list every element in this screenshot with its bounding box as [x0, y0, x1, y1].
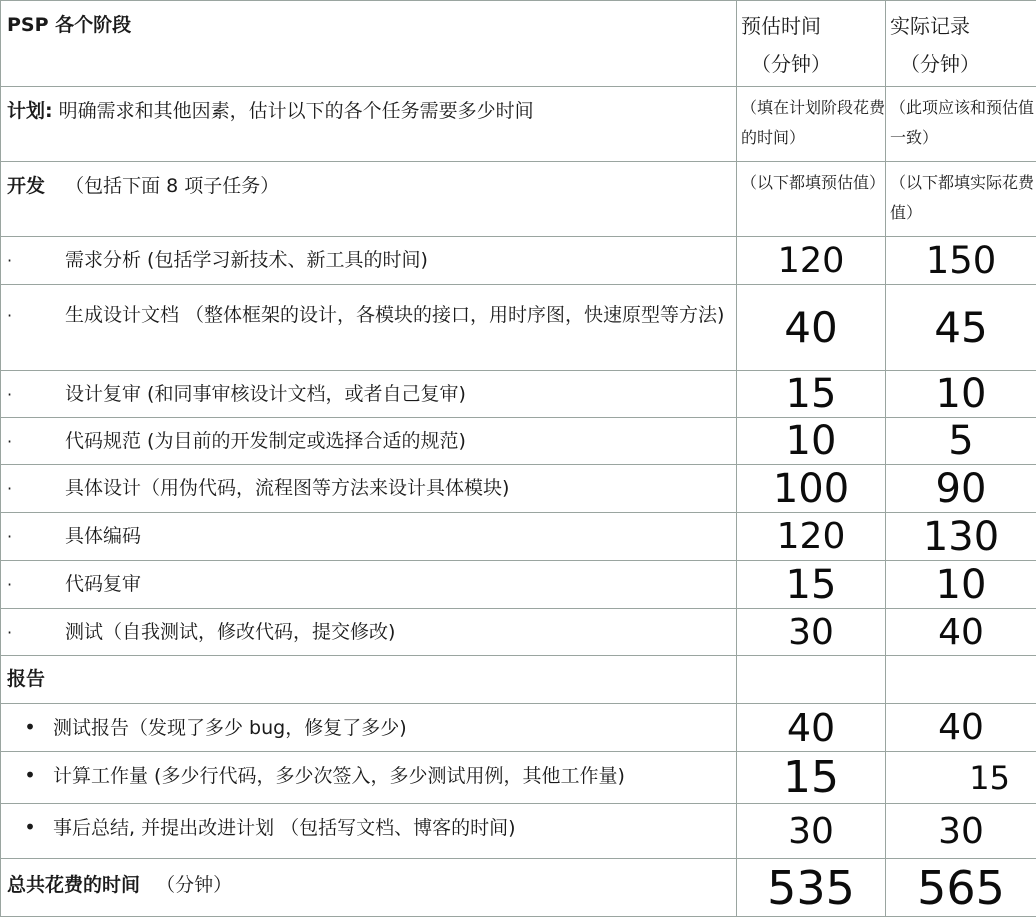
estimate-header-cell — [737, 1, 886, 87]
actual-cell — [886, 704, 1036, 752]
total-label: 总共花费的时间 — [7, 874, 140, 896]
empty-cell — [886, 656, 1036, 704]
actual-value: 45 — [886, 303, 1036, 352]
estimate-value: 100 — [737, 466, 885, 512]
estimate-cell — [737, 465, 886, 513]
table-row — [1, 752, 1036, 804]
plan-desc: 明确需求和其他因素，估计以下的各个任务需要多少时间 — [59, 100, 534, 122]
estimate-value: 30 — [737, 811, 885, 852]
total-cell — [1, 859, 737, 917]
dev-desc: （包括下面 8 项子任务） — [51, 175, 279, 197]
report-item-name: 事后总结, 并提出改进计划 （包括写文档、博客的时间) — [53, 817, 516, 839]
estimate-cell — [737, 237, 886, 285]
report-item-cell: • 计算工作量 (多少行代码，多少次签入，多少测试用例，其他工作量) — [1, 752, 737, 804]
estimate-value: 40 — [737, 706, 885, 750]
actual-value: 90 — [886, 466, 1036, 512]
actual-cell — [886, 371, 1036, 418]
task-name: 具体编码 — [65, 525, 141, 547]
actual-cell — [886, 804, 1036, 859]
estimate-value: 15 — [737, 371, 885, 417]
actual-value: 10 — [886, 371, 1036, 417]
table-row — [1, 704, 1036, 752]
estimate-cell — [737, 804, 886, 859]
task-cell: · 设计复审 (和同事审核设计文档，或者自己复审) — [1, 371, 737, 418]
estimate-cell — [737, 513, 886, 561]
actual-value: 130 — [886, 514, 1036, 560]
estimate-value: 120 — [737, 241, 885, 281]
actual-header: 实际记录 — [890, 7, 1036, 45]
task-name: 具体设计（用伪代码，流程图等方法来设计具体模块) — [65, 477, 509, 499]
estimate-cell — [737, 752, 886, 804]
actual-cell — [886, 513, 1036, 561]
actual-value: 5 — [886, 418, 1036, 464]
estimate-value: 40 — [737, 303, 885, 352]
estimate-value: 10 — [737, 418, 885, 464]
estimate-value: 15 — [737, 562, 885, 608]
plan-row — [1, 87, 1036, 162]
dev-actual-note-cell — [886, 162, 1036, 237]
dev-label: 开发 — [7, 175, 45, 197]
dev-estimate-note: （以下都填预估值） — [737, 162, 885, 198]
dev-estimate-note-cell — [737, 162, 886, 237]
total-estimate-cell — [737, 859, 886, 917]
task-cell: · 代码复审 — [1, 561, 737, 609]
task-name: 测试（自我测试，修改代码，提交修改) — [65, 621, 395, 643]
actual-cell — [886, 752, 1036, 804]
report-row — [1, 656, 1036, 704]
total-actual-cell — [886, 859, 1036, 917]
estimate-cell — [737, 285, 886, 371]
total-estimate-value: 535 — [737, 861, 885, 915]
plan-estimate-note: （填在计划阶段花费的时间） — [737, 87, 885, 153]
actual-value: 40 — [886, 707, 1036, 748]
task-name: 生成设计文档 （整体框架的设计，各模块的接口，用时序图，快速原型等方法) — [65, 304, 724, 326]
table-row — [1, 609, 1036, 656]
report-item-cell: • 事后总结, 并提出改进计划 （包括写文档、博客的时间) — [1, 804, 737, 859]
actual-value: 30 — [886, 811, 1036, 852]
actual-value: 150 — [886, 239, 1036, 282]
table-row — [1, 804, 1036, 859]
actual-cell — [886, 237, 1036, 285]
total-row — [1, 859, 1036, 917]
total-actual-value: 565 — [886, 861, 1036, 915]
estimate-cell — [737, 561, 886, 609]
table-row — [1, 513, 1036, 561]
report-item-name: 测试报告（发现了多少 bug，修复了多少) — [53, 717, 407, 739]
table-row — [1, 465, 1036, 513]
estimate-unit: （分钟） — [741, 45, 885, 83]
dev-actual-note: （以下都填实际花费值） — [886, 162, 1036, 228]
actual-cell — [886, 561, 1036, 609]
actual-header-cell — [886, 1, 1036, 87]
actual-unit: （分钟） — [890, 45, 1036, 83]
table-row — [1, 371, 1036, 418]
task-cell: · 代码规范 (为目前的开发制定或选择合适的规范) — [1, 418, 737, 465]
table-row — [1, 237, 1036, 285]
actual-cell — [886, 285, 1036, 371]
report-item-name: 计算工作量 (多少行代码，多少次签入，多少测试用例，其他工作量) — [53, 765, 625, 787]
actual-cell — [886, 609, 1036, 656]
estimate-cell — [737, 418, 886, 465]
dev-row — [1, 162, 1036, 237]
total-unit: （分钟） — [146, 874, 232, 896]
actual-value: 10 — [886, 562, 1036, 608]
report-item-cell: • 测试报告（发现了多少 bug，修复了多少) — [1, 704, 737, 752]
task-cell: · 具体编码 — [1, 513, 737, 561]
estimate-value: 30 — [737, 612, 885, 653]
estimate-cell — [737, 704, 886, 752]
plan-estimate-note-cell — [737, 87, 886, 162]
estimate-value: 15 — [737, 752, 885, 803]
estimate-value: 120 — [737, 516, 885, 557]
plan-cell — [1, 87, 737, 162]
task-name: 需求分析 (包括学习新技术、新工具的时间) — [65, 249, 428, 271]
report-cell — [1, 656, 737, 704]
task-name: 代码规范 (为目前的开发制定或选择合适的规范) — [65, 430, 466, 452]
actual-cell — [886, 465, 1036, 513]
estimate-cell — [737, 371, 886, 418]
task-cell: · 测试（自我测试，修改代码，提交修改) — [1, 609, 737, 656]
table-row — [1, 285, 1036, 371]
report-label: 报告 — [7, 668, 45, 690]
empty-cell — [737, 656, 886, 704]
dev-cell — [1, 162, 737, 237]
task-name: 代码复审 — [65, 573, 141, 595]
actual-value: 15 — [886, 759, 1036, 797]
stage-header: PSP 各个阶段 — [7, 14, 131, 36]
plan-actual-note-cell — [886, 87, 1036, 162]
table-row — [1, 418, 1036, 465]
task-cell: · 生成设计文档 （整体框架的设计，各模块的接口，用时序图，快速原型等方法) — [1, 285, 737, 371]
actual-cell — [886, 418, 1036, 465]
stage-header-cell — [1, 1, 737, 87]
task-name: 设计复审 (和同事审核设计文档，或者自己复审) — [65, 383, 466, 405]
actual-value: 40 — [886, 612, 1036, 653]
task-cell: · 具体设计（用伪代码，流程图等方法来设计具体模块) — [1, 465, 737, 513]
task-cell: · 需求分析 (包括学习新技术、新工具的时间) — [1, 237, 737, 285]
plan-actual-note: （此项应该和预估值一致） — [886, 87, 1036, 153]
header-row — [1, 1, 1036, 87]
table-row — [1, 561, 1036, 609]
estimate-cell — [737, 609, 886, 656]
plan-label: 计划: — [7, 100, 53, 122]
estimate-header: 预估时间 — [741, 7, 885, 45]
